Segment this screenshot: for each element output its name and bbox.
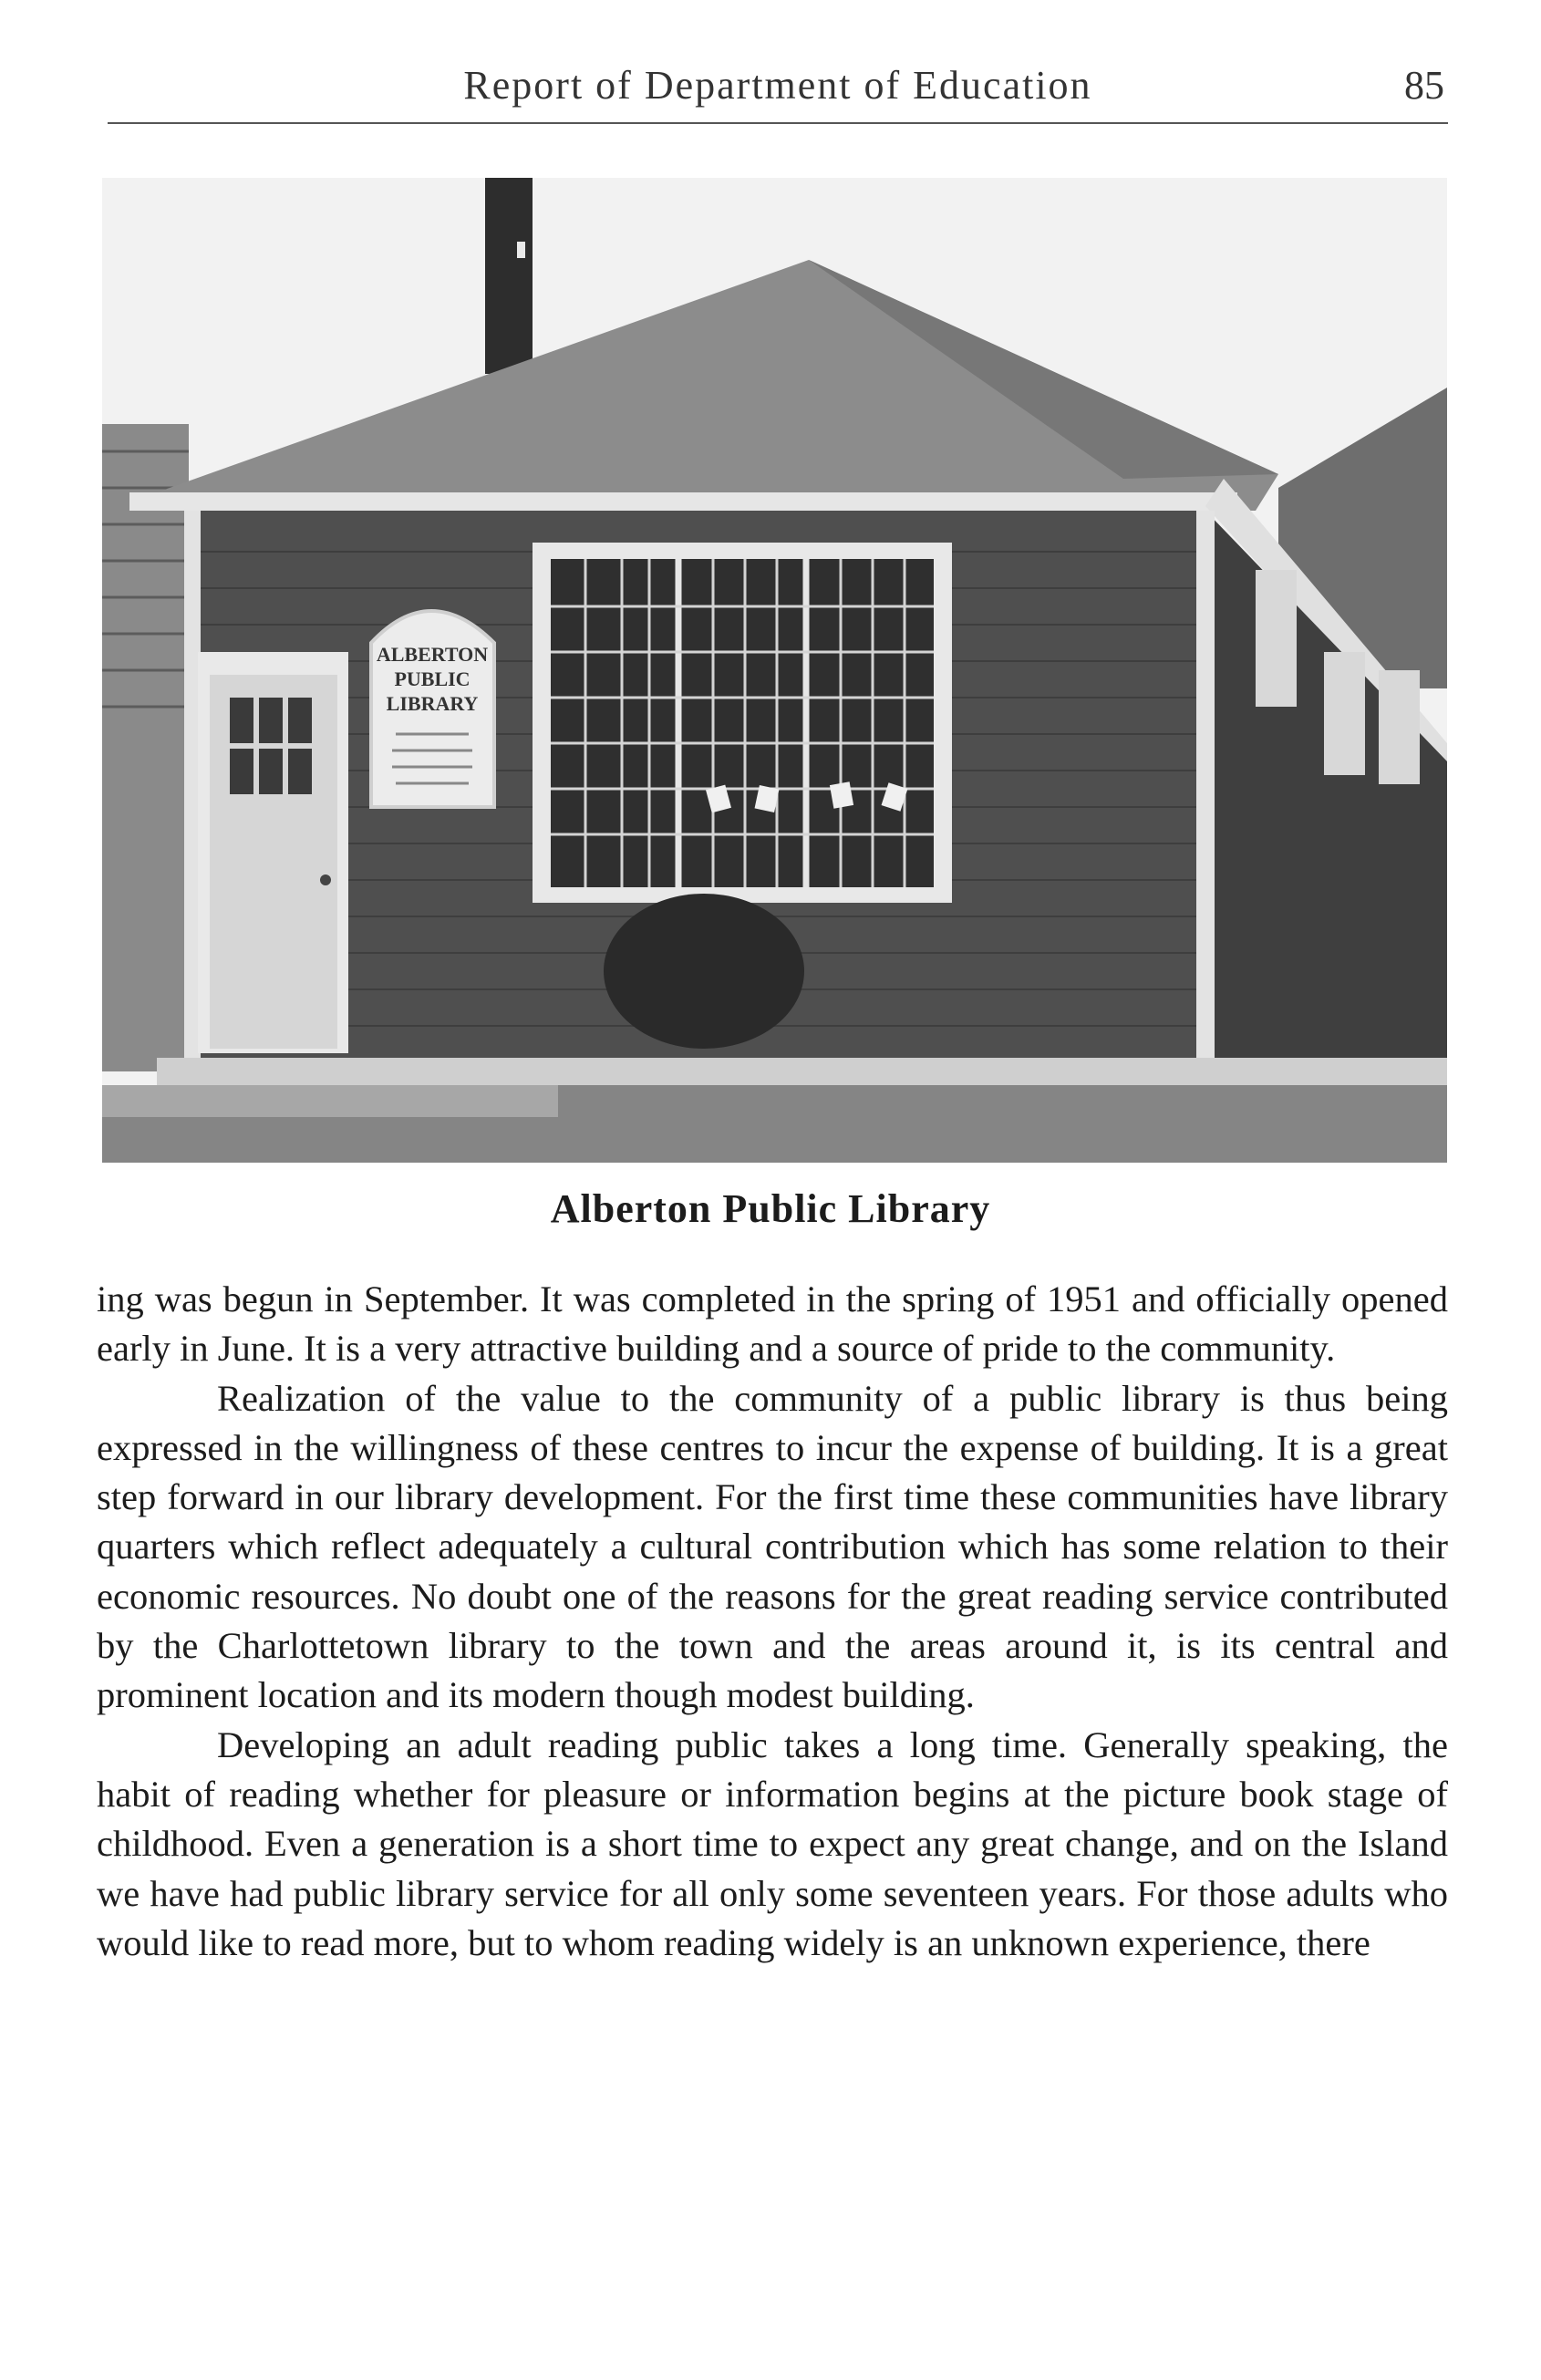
side-window-1	[1256, 570, 1297, 707]
side-window-2	[1324, 652, 1365, 775]
library-photo	[102, 178, 1447, 1163]
sign-line-2: PUBLIC	[394, 667, 471, 690]
corner-post-right	[1196, 511, 1215, 1076]
foundation	[157, 1058, 1447, 1085]
shrub	[604, 894, 804, 1049]
eaves-trim	[129, 492, 1237, 511]
chimney	[485, 178, 533, 374]
figure-caption: Alberton Public Library	[550, 1186, 991, 1231]
paragraph-1: ing was begun in September. It was completed in the spring of 1951 and officially opened early in June. It is a very attractive building and a source of pride to the community.	[97, 1278, 1448, 1370]
running-title: Report of Department of Education	[463, 63, 1092, 108]
side-window-3	[1379, 670, 1420, 784]
paragraph-2: Realization of the value to the community of a public library is thus being expressed in the willingness of these centres to incur the expense of building. It is a great step forward in our library development. For the first time these communities have library quarters which reflect adequately a cultural contribution which has some relation to their economic resources. No doubt one of the reasons for the great reading service contributed by the Charlottetown library to the town and the areas around it, is its central and prominent location and its modern though modest building.	[97, 1377, 1448, 1716]
sign-line-3: LIBRARY	[386, 692, 479, 715]
door-knob	[320, 874, 331, 885]
page-number: 85	[1404, 63, 1444, 108]
library-building-illustration	[102, 178, 1447, 1163]
neighbor-building-left	[102, 424, 189, 1071]
running-header	[108, 57, 1448, 124]
sign-line-1: ALBERTON	[376, 643, 489, 666]
body-text	[97, 1275, 1448, 1968]
paragraph-3: Developing an adult reading public takes a long time. Generally speaking, the habit of reading whether for pleasure or information begins at the picture book stage of childhood. Even a generation is a short time to expect any great change, and on the Island we have had public library service for all only some seventeen years. For those adults who would like to read more, but to whom reading widely is an unknown experience, there	[97, 1723, 1448, 1963]
